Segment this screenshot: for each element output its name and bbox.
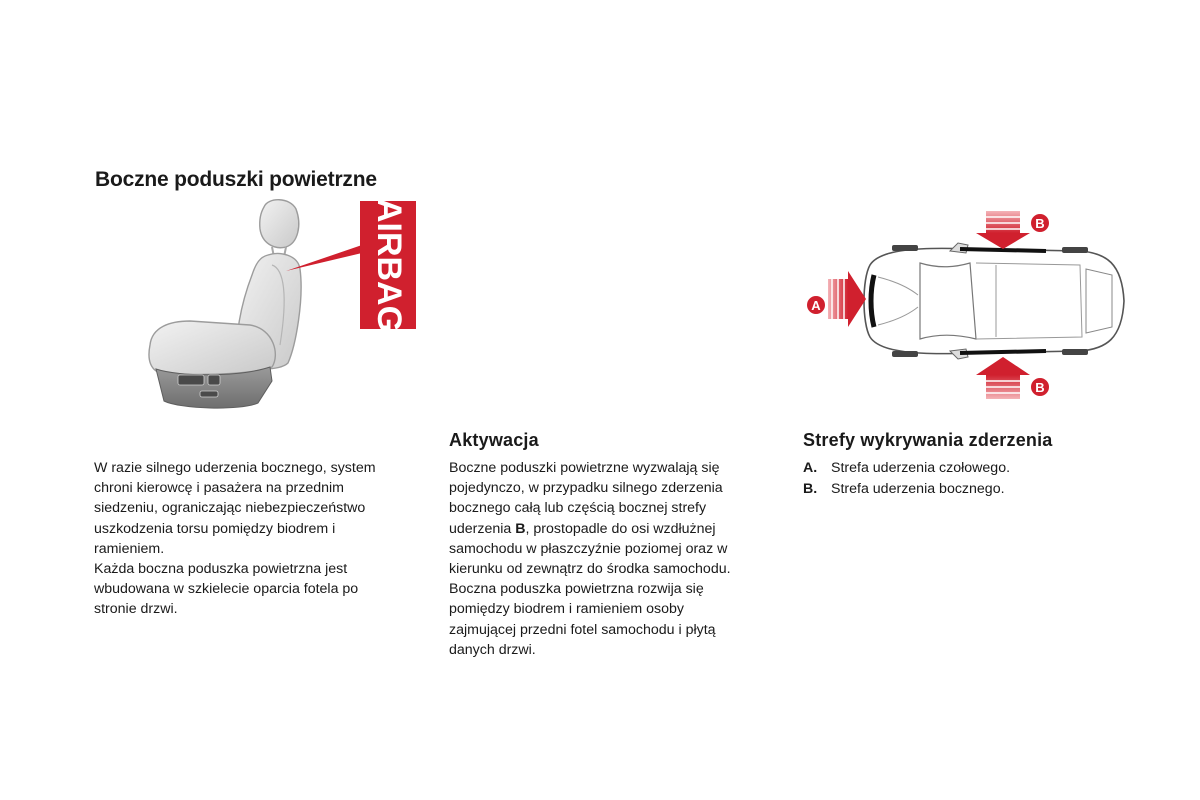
airbag-label: AIRBAG	[370, 197, 408, 333]
activation-line: bocznego całą lub częścią bocznej strefy	[449, 500, 707, 517]
zone-key: A.	[803, 460, 818, 476]
marker-b-bottom	[1030, 377, 1050, 397]
activation-line: pojedynczo, w przypadku silnego zderzenia	[449, 480, 723, 497]
list-item	[803, 458, 1010, 479]
activation-line: zajmującej przedni fotel samochodu i płytą	[449, 621, 716, 638]
activation-line: , prostopadle do osi wzdłużnej	[525, 520, 716, 537]
intro-line: uszkodzenia torsu pomiędzy biodrem i	[94, 520, 336, 537]
marker-b-top	[1030, 213, 1050, 233]
car-impact-zones-illustration	[800, 205, 1140, 405]
svg-text:B: B	[1035, 216, 1045, 231]
cushion-shape	[149, 321, 275, 374]
intro-line: siedzeniu, ograniczając niebezpieczeństwo	[94, 500, 366, 517]
list-item	[803, 479, 1010, 500]
zone-b-ref: B	[515, 520, 526, 537]
intro-paragraph	[94, 458, 424, 620]
zones-list	[803, 458, 1010, 499]
activation-line: kierunku od zewnątrz do środka samochodu.	[449, 561, 731, 578]
activation-heading: Aktywacja	[449, 430, 539, 450]
zone-text: Strefa uderzenia bocznego.	[831, 480, 1005, 497]
intro-line: stronie drzwi.	[94, 601, 178, 618]
intro-line: Każda boczna poduszka powietrzna jest	[94, 561, 348, 578]
svg-text:A: A	[811, 298, 821, 313]
side-impact-arrow-bottom	[976, 357, 1030, 399]
car-body-outline	[864, 248, 1124, 353]
intro-line: wbudowana w szkielecie oparcia fotela po	[94, 581, 359, 598]
intro-line: W razie silnego uderzenia bocznego, system	[94, 460, 376, 476]
svg-text:B: B	[1035, 380, 1045, 395]
activation-line: samochodu w płaszczyźnie poziomej oraz w	[449, 540, 728, 557]
airbag-pointer	[286, 245, 362, 271]
activation-line: Boczne poduszki powietrzne wyzwalają się	[449, 460, 720, 476]
zone-text: Strefa uderzenia czołowego.	[831, 460, 1011, 476]
activation-line: uderzenia	[449, 520, 516, 537]
activation-line: danych drzwi.	[449, 641, 536, 658]
front-impact-arrow	[828, 271, 866, 327]
seat-airbag-illustration	[140, 195, 420, 420]
intro-line: chroni kierowcę i pasażera na przednim	[94, 480, 344, 497]
headrest-shape	[260, 200, 299, 248]
marker-a	[806, 295, 826, 315]
intro-line: ramieniem.	[94, 540, 165, 557]
activation-paragraph	[449, 458, 769, 660]
zone-key: B.	[803, 480, 818, 497]
page-title: Boczne poduszki powietrzne	[95, 168, 377, 191]
activation-line: pomiędzy biodrem i ramieniem osoby	[449, 601, 684, 618]
zones-heading: Strefy wykrywania zderzenia	[803, 430, 1053, 450]
activation-line: Boczna poduszka powietrzna rozwija się	[449, 581, 704, 598]
side-impact-arrow-top	[976, 211, 1030, 249]
